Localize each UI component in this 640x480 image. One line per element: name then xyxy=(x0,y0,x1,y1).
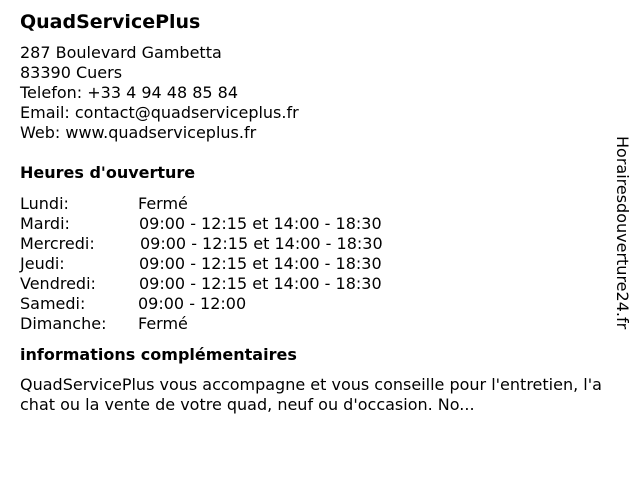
day-hours: 09:00 - 12:15 et 14:00 - 18:30 xyxy=(139,254,382,273)
email-line: Email: contact@quadserviceplus.fr xyxy=(20,103,299,122)
business-name: QuadServicePlus xyxy=(20,11,201,33)
hours-table xyxy=(20,194,610,334)
day-label: Vendredi: xyxy=(20,274,96,293)
address-city: 83390 Cuers xyxy=(20,63,123,82)
business-card xyxy=(20,10,610,415)
info-description: QuadServicePlus vous accompagne et vous conseille pour l'entretien, l'achat ou la vente de votre quad, neuf ou d'occasion. No... xyxy=(20,375,602,414)
day-label: Samedi: xyxy=(20,294,86,313)
info-heading: informations complémentaires xyxy=(20,345,297,364)
web-line: Web: www.quadserviceplus.fr xyxy=(20,123,257,142)
day-label: Lundi: xyxy=(20,194,69,213)
day-hours: 09:00 - 12:15 et 14:00 - 18:30 xyxy=(139,274,382,293)
hours-row-monday xyxy=(20,194,610,214)
day-label: Dimanche: xyxy=(20,314,107,333)
day-hours: 09:00 - 12:15 et 14:00 - 18:30 xyxy=(139,214,382,233)
day-label: Jeudi: xyxy=(20,254,65,273)
hours-row-sunday xyxy=(20,314,610,334)
day-hours: Fermé xyxy=(138,194,188,213)
address-street: 287 Boulevard Gambetta xyxy=(20,43,222,62)
hours-row-thursday xyxy=(20,254,610,274)
source-watermark: Horairesdouverture24.fr xyxy=(613,136,632,330)
hours-heading: Heures d'ouverture xyxy=(20,163,196,182)
day-label: Mardi: xyxy=(20,214,70,233)
day-hours: 09:00 - 12:15 et 14:00 - 18:30 xyxy=(140,234,383,253)
day-hours: 09:00 - 12:00 xyxy=(138,294,247,313)
hours-row-friday xyxy=(20,274,610,294)
hours-row-tuesday xyxy=(20,214,610,234)
phone-line: Telefon: +33 4 94 48 85 84 xyxy=(20,83,239,102)
hours-row-saturday xyxy=(20,294,610,314)
day-hours: Fermé xyxy=(138,314,188,333)
day-label: Mercredi: xyxy=(20,234,95,253)
hours-row-wednesday xyxy=(20,234,610,254)
